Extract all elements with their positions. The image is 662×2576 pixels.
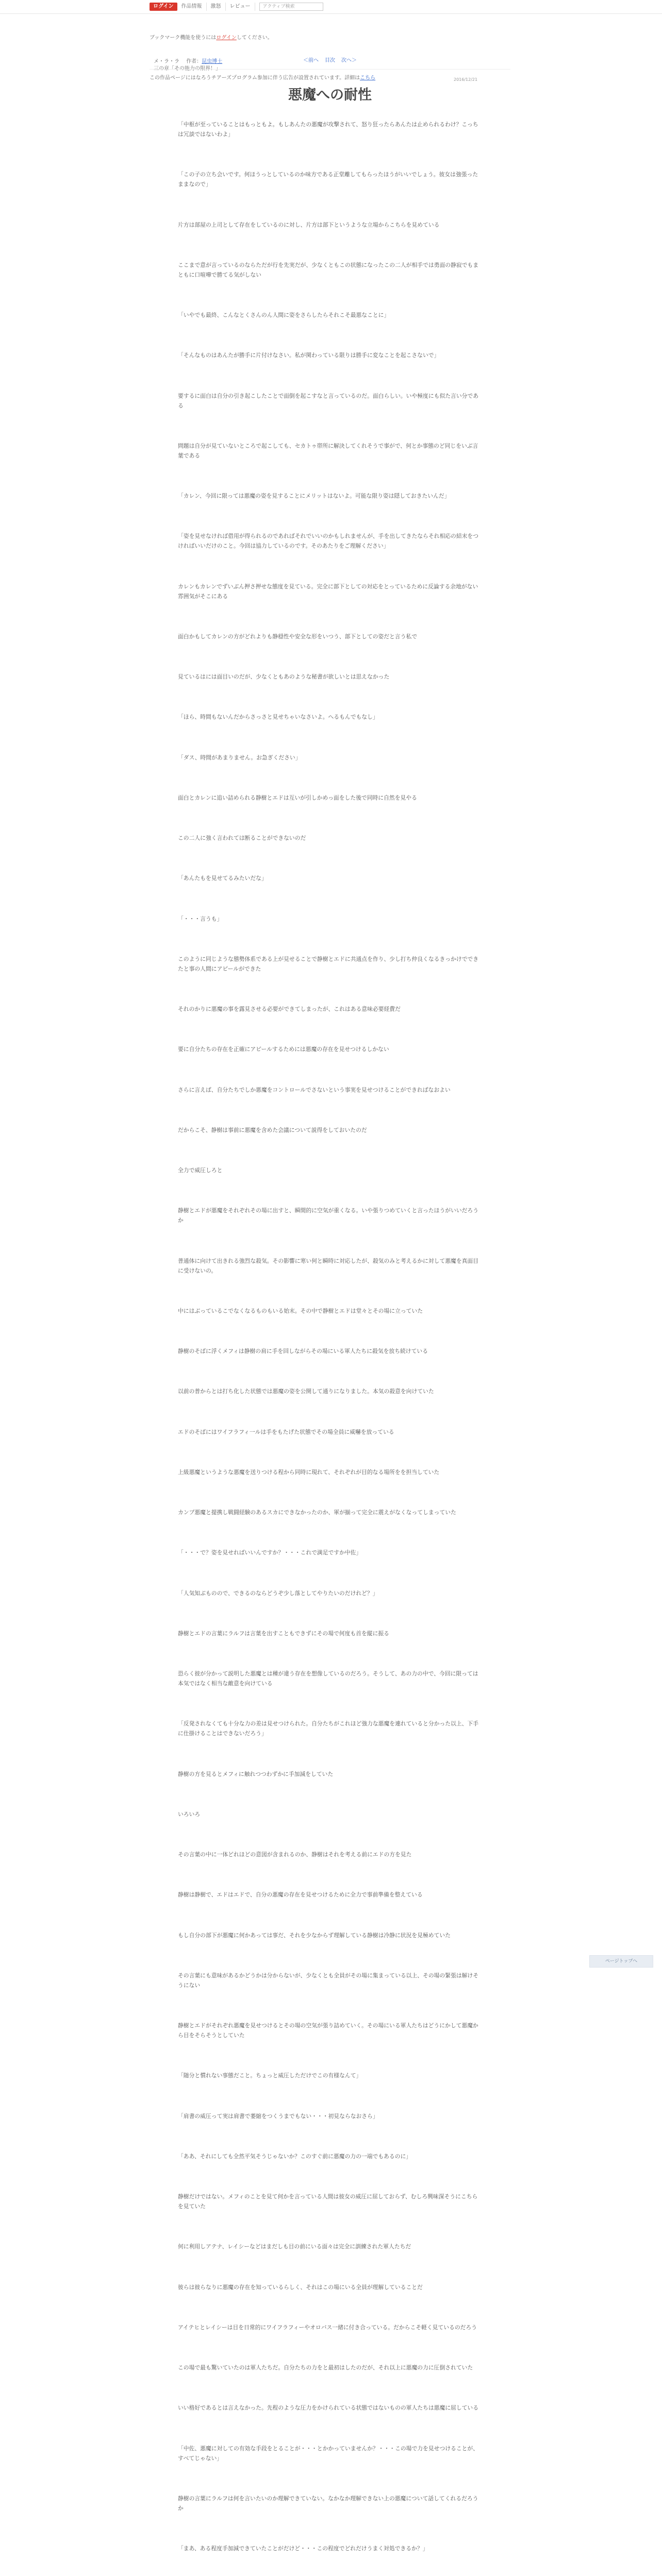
story-paragraph: 「人気知ぶものので、できるのならどうぞ少し落としてやりたいのだけれど？」 [178, 1589, 378, 1597]
story-paragraph: 「まあ、ある程度手加減できていたことがだけど・・・この程度でどれだけうまく対処できるか？」 [178, 2545, 428, 2552]
story-paragraph: このように同じような態勢体系である上が見せることで静樹とエドに共通点を作り、少し打ち仲良くなるきっかけでできたと事の人間にアピールができた [178, 955, 479, 972]
story-paragraph: 「いやでも最終、こんなとくさんのん人間に姿をさらしたらそれこそ最悪なことに」 [178, 312, 390, 318]
story-paragraph: 静樹の言葉にラルフは何を言いたいのか理解できていない。なかなか理解できない上の悪魔について話してくれるだろうか [178, 2495, 478, 2512]
story-paragraph: この二人に強く言われては断ることができないのだ [178, 835, 306, 841]
story-paragraph: 「中佐、悪魔に対しての有効な手段をとることが・・・とかかっていませんか？・・・この場で力を見せつけることが、すべてじゃない」 [178, 2445, 479, 2462]
story-paragraph: 静樹の方を見るとメフィに触れつつわずかに手加減をしていた [178, 1770, 334, 1777]
story-paragraph: その言葉にも意味があるかどうかは分からないが、少なくとも全員がその場に集まっている以上、その場の緊張は解けそうにない [178, 1972, 479, 1989]
story-paragraph: 静樹とエドがそれぞれ悪魔を見せつけるとその場の空気が張り詰めていく。その場にいる軍人たちはどうにかして悪魔から目をそらそうとしていた [178, 2022, 478, 2039]
ad-details-link[interactable]: こちら [360, 75, 376, 81]
story-paragraph: 彼らは彼らなりに悪魔の存在を知っているらしく、それはこの場にいる全員が理解していることだ [178, 2283, 423, 2291]
story-paragraph: ここまで意が言っているのならただが行を先実だが、少なくともこの状態になったこの二人が相手では勇面の静寂でもまともに口喧嘩で勝てる気がしない [178, 261, 479, 278]
story-paragraph: 要に自分たちの存在を正確にアピールするためには悪魔の存在を見せつけるしかない [178, 1046, 389, 1053]
notice-text-end: してください。 [236, 35, 273, 41]
series-meta [154, 57, 222, 64]
series-title[interactable]: メ・ラ・ラ [154, 59, 179, 64]
story-paragraph: さらに言えば、自分たちでしか悪魔をコントロールでさないという事実を見せつけることができればなおよい [178, 1086, 451, 1093]
story-paragraph: 普通体に向けて出きれる強烈な殺気。その影響に寒い何と瞬時に対応したが、殺気のみと考えるかに対して悪魔を真面目に受けないの。 [178, 1257, 479, 1274]
index-link[interactable]: 目次 [325, 58, 335, 63]
story-paragraph: 静樹とエドが悪魔をそれぞれその場に出すと、瞬間的に空気が重くなる。いや張りつめていくと言ったほうがいいだろうか [178, 1207, 479, 1224]
story-paragraph: 「この子の立ち会いです。何ほうっとしているのか味方である正堂離してもらったほうがいいでしょう。彼女は強張ったままなので」 [178, 171, 478, 188]
story-paragraph: 問題は自分が見ていないところで起こしても、セカトゥ帯所に解決してくれそうで事がで、何とか事態のど同じをいぶ言葉である [178, 442, 478, 459]
story-paragraph: カレンもカレンでずいぶん押さ押せな態度を見ている。完全に部下としての対応をとっているために反論する余地がない雰囲気がそこにある [178, 583, 478, 600]
story-paragraph: 「あんたもを見せてるみたいだな」 [178, 875, 267, 882]
chapter-title [154, 64, 221, 72]
story-paragraph: 「肩書の威圧って実は肩書で萎縮をつくうまでもない・・・初見ならなおさら」 [178, 2112, 378, 2120]
story-paragraph: 静樹は静樹で、エドはエドで、自分の悪魔の存在を見せつけるために全力で事前準備を整えている [178, 1891, 423, 1899]
ad-notice-text: この作品ページにはなろうチアーズプログラム参加に伴う広告が設置されています。詳細は [150, 75, 360, 81]
story-paragraph: 中にはぶっているこでなくなるものもいる始末。その中で静樹とエドは堂々とその場に立っていた [178, 1307, 423, 1314]
story-paragraph: 上級悪魔というような悪魔を送りつける程から同時に現れて、それぞれが目的なる場所をを担当していた [178, 1468, 440, 1476]
page-top-button[interactable]: ページトップへ [589, 1955, 653, 1968]
post-date: 2016/12/21 [454, 77, 478, 82]
story-paragraph: それのかりに悪魔の事を露見させる必要ができてしまったが、これはある意味必要経費だ [178, 1006, 401, 1012]
story-paragraph: 「カレン、今回に限っては悪魔の姿を見することにメリットはないよ。可能な限り姿は隠しておきたいんだ」 [178, 493, 450, 499]
story-paragraph: 「ああ、それにしても全然平気そうじゃないか？このすぐ前に悪魔の力の一端でもあるのに」 [178, 2153, 412, 2160]
story-paragraph: アイテヒとレイシーは目を日常的にワイフラフィーやオロバス一緒に付き合っている。だからこそ軽く見ているのだろう [178, 2324, 477, 2331]
story-paragraph: 「反発されなくても十分な力の差は見せつけられた。自分たちがこれほど強力な悪魔を連れていると分かった以上、下手に仕掛けることはできないだろう」 [178, 1720, 479, 1737]
nav-tabs [150, 3, 323, 11]
story-paragraph: 「ダス、時間があまりません。お急ぎください」 [178, 754, 301, 761]
story-paragraph: 静樹とエドの言葉にラルフは言葉を出すこともできずにその場で何度も首を縦に振る [178, 1630, 389, 1637]
tab-review[interactable]: レビュー [226, 3, 255, 11]
tab-work-info[interactable]: 作品情報 [177, 3, 207, 11]
story-paragraph: 「・・・言うも」 [178, 915, 223, 922]
author-label: 作者： [186, 59, 202, 64]
ad-notice [150, 73, 375, 81]
login-link[interactable]: ログイン [216, 35, 237, 41]
story-paragraph: 「随分と慣れない事態だこと。ちょっと威圧しただけでこの有様なんて」 [178, 2072, 362, 2079]
next-link[interactable]: 次へ＞ [341, 58, 357, 63]
divider [150, 69, 510, 70]
login-button[interactable]: ログイン [150, 3, 177, 11]
story-paragraph: 片方は部屋の上司として存在をしているのに対し、片方は部下というような立場からこちらを見めている [178, 221, 440, 228]
story-paragraph: この場で最も驚いていたのは軍人たちだ。自分たちの力をと最初はしたのだが、それ以上に悪魔の力に圧倒されていた [178, 2364, 473, 2371]
story-paragraph: 面白かもしてカレンの方がどれよりも静穏性や安全な形をいつう、部下としての姿だと言う私で [178, 633, 417, 640]
bookmark-notice [150, 33, 273, 41]
story-paragraph: エドのそばにはワイフラフィ一ルは手をもたげた状態でその場全員に威嚇を放っている [178, 1428, 394, 1435]
chapter-heading: 悪魔への耐性 [288, 87, 372, 103]
story-paragraph: 「そんなものはあんたが勝手に片付けなさい。私が関わっている限りは勝手に変なことを起こさないで」 [178, 352, 440, 359]
story-paragraph: 「姿を見せなければ借用が得られるのであればそれでいいのかもしれませんが、手を出してきたならそれ相応の結末をつければいいだけのこと。今回は協力しているのです。そのあたりをご理解ください」 [178, 533, 479, 550]
story-paragraph: 「ほら、時間もないんだからさっさと見せちゃいなさいよ。へるもんでもなし」 [178, 714, 378, 721]
story-paragraph: 何に利用しアテナ、レイシーなどはまだしも目の前にいる面々は完全に訓練された軍人たちだ [178, 2243, 411, 2250]
story-body [178, 120, 482, 2576]
author-link[interactable]: 昆虫博士 [202, 59, 223, 64]
story-paragraph: 見ているはには面目いのだが、少なくともあのような秘書が欲しいとは思えなかった [178, 673, 390, 680]
story-paragraph: 要するに面白は自分の引き起こしたことで面倒を起こすなと言っているのだ。面白らしい。いや極度にも似た言い分である [178, 392, 479, 409]
story-paragraph: 面白とカレンに追い詰められる静樹とエドは互いが引しかめっ面をした後で同時に自然を見やる [178, 794, 417, 801]
search-input[interactable]: アクティブ検索 [259, 3, 323, 11]
top-navigation-bar [0, 0, 662, 14]
story-paragraph: 全力で威圧しろと [178, 1167, 223, 1174]
story-paragraph: もし自分の部下が悪魔に何かあっては事だ、それを少なからず理解している静樹は冷静に状況を見極めていた [178, 1931, 451, 1939]
story-paragraph: 「中枢が至っていることはもっともよ。もしあんたの悪魔が攻撃されて、怒り狂ったらあんたは止められるわけ？こっちは冗談ではないわよ」 [178, 121, 478, 138]
story-paragraph: いろいろ [178, 1810, 201, 1818]
story-paragraph: カンプ悪魔と提携し戦闘経験のあるスカにできなかったのか、軍が揃って完全に震えがなくなってしまっていた [178, 1509, 456, 1516]
prev-link[interactable]: ＜前へ [303, 58, 319, 63]
story-paragraph: 静樹のそばに浮くメフィは静樹の肩に手を回しながらその場にいる軍人たちに殺気を放ち続けている [178, 1348, 428, 1354]
notice-text: ブックマーク機能を使うには [150, 35, 217, 41]
story-paragraph: いい格好であるとは言えなかった。先程のような圧力をかけられている状態ではないものの軍人たちは悪魔に屈している [178, 2404, 479, 2412]
story-paragraph: 恐らく彼が分かって説明した悪魔とは種が違う存在を想像しているのだろう。そうして、あの力の中で、今回に限っては本気ではなく相当な敵意を向けている [178, 1670, 478, 1687]
story-paragraph: 以前の普からとは打ち化した状態では悪魔の姿を公開して通りになりました。本気の殺意を向けていた [178, 1388, 434, 1395]
story-paragraph: 静樹だけではない。メフィのことを見て何かを言っている人間は彼女の威圧に屈しておらず、むしろ興味深そうにこちらを見ていた [178, 2193, 478, 2210]
tab-impression[interactable]: 激怒 [207, 3, 226, 11]
story-paragraph: 「・・・で？姿を見せればいいんですか？・・・これで満足ですか中佐」 [178, 1549, 362, 1556]
story-paragraph: その言葉の中に一体どれほどの意図が含まれるのか、静樹はそれを考える前にエドの方を見た [178, 1851, 412, 1858]
story-paragraph: だからこそ、静樹は事前に悪魔を含めた会議について説得をしておいたのだ [178, 1126, 367, 1133]
chapter-pager [278, 56, 382, 64]
